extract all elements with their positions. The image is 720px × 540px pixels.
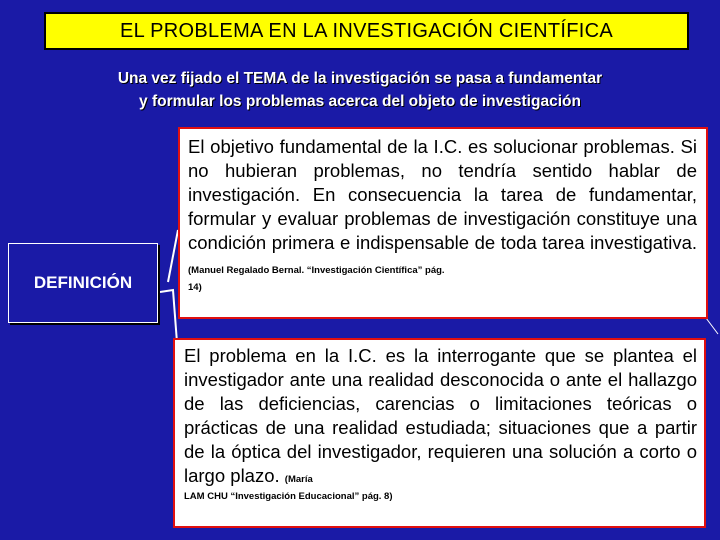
definition-text-box-1: [178, 127, 708, 319]
definition-1-citation: (Manuel Regalado Bernal. “Investigación Científica” pág.: [188, 265, 445, 276]
definition-box: [8, 243, 158, 323]
definition-text-box-2: [173, 338, 706, 528]
definition-2-citation: (María: [284, 474, 313, 485]
definition-1-text: El objetivo fundamental de la I.C. es solucionar problemas. Si no hubieran problemas, no tendría sentido hablar de investigación. En consecuencia la tarea de fundamentar, formular y evaluar problemas de investigación constituye una condición primera e indispensable de toda tarea investigativa.: [188, 136, 697, 253]
subtitle-line-1: Una vez fijado el TEMA de la investigación se pasa a fundamentar: [117, 70, 603, 87]
definition-1-citation-cont: 14): [188, 282, 202, 293]
slide-title-text: EL PROBLEMA EN LA INVESTIGACIÓN CIENTÍFICA: [119, 19, 614, 42]
decorative-corner-line: [706, 318, 718, 334]
definition-2-citation-cont: LAM CHU “Investigación Educacional” pág. 8): [184, 491, 393, 502]
definition-label: DEFINICIÓN: [33, 273, 133, 292]
definition-2-text: El problema en la I.C. es la interrogante que se plantea el investigador ante una realidad desconocida o ante el hallazgo de las deficiencias, carencias o limitaciones teóricas o prácticas de una realidad estudiada; situaciones que a partir de la óptica del investigador, requieren una solución a corto o largo plazo.: [184, 345, 697, 486]
slide-title: [44, 12, 689, 50]
slide-subtitle: [40, 67, 680, 113]
subtitle-line-2: y formular los problemas acerca del objeto de investigación: [139, 93, 581, 110]
connector-upper: [168, 230, 178, 282]
